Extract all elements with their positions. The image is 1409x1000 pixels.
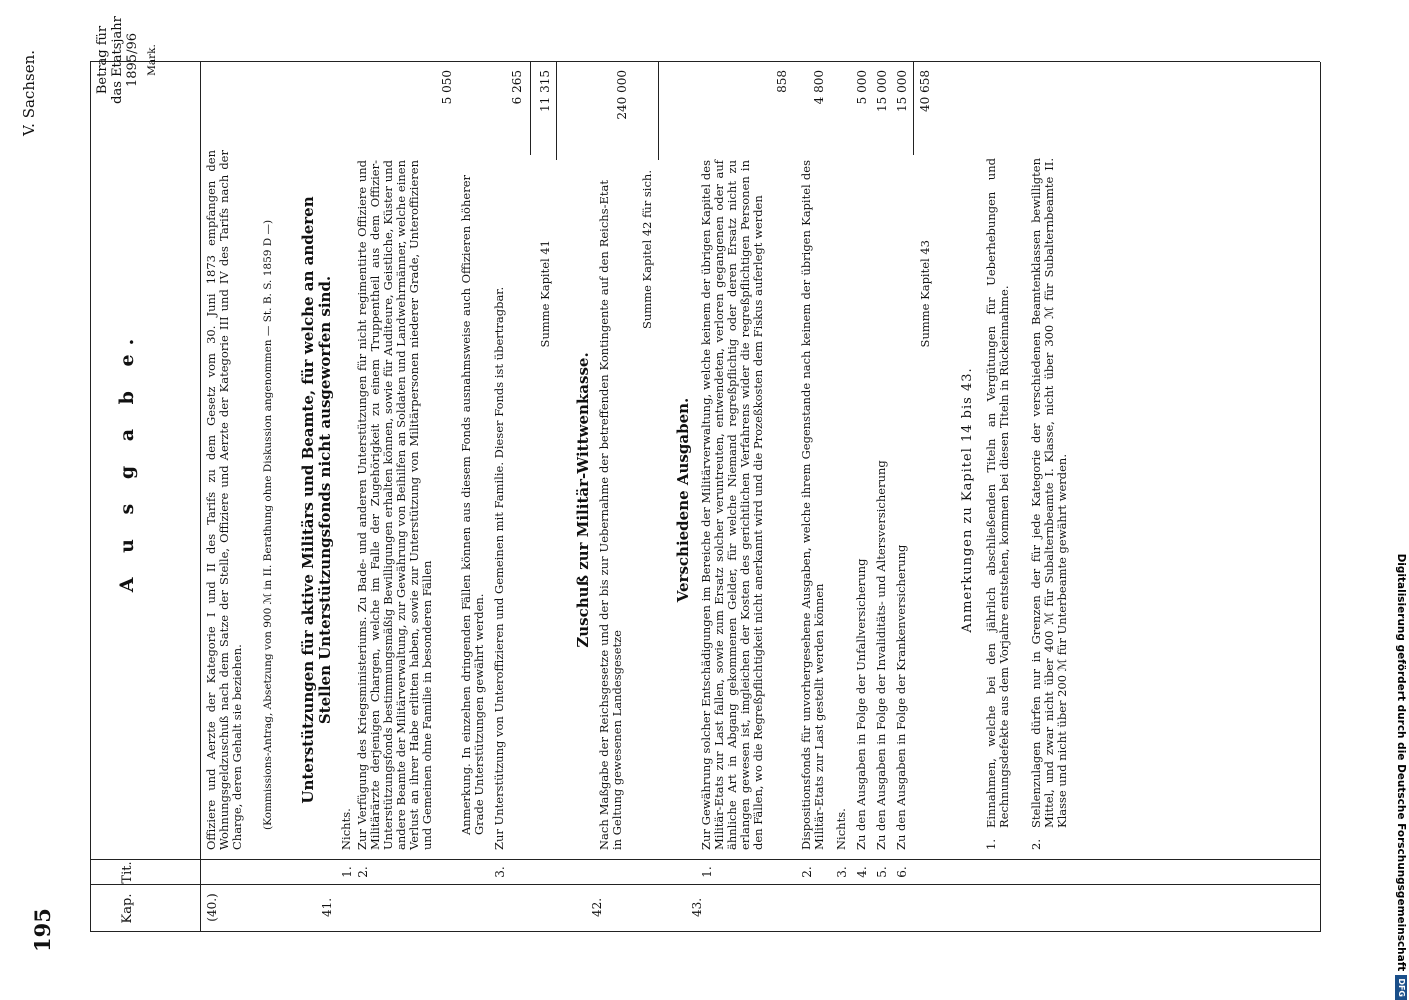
block41-tit3-amount: 6 265 — [510, 70, 524, 105]
table-left-rule — [90, 931, 1320, 932]
block43-tit6-amount: 15 000 — [895, 70, 909, 112]
block43-tit1-amount: 858 — [775, 70, 789, 93]
block42-sum-label: Summe Kapitel 42 für sich. — [640, 170, 654, 329]
amount-header-line1: Betrag für — [95, 25, 110, 95]
block43-sum-label: Summe Kapitel 43 — [918, 240, 932, 348]
block43-tit4-amount: 5 000 — [855, 70, 869, 105]
section-title — [116, 62, 138, 860]
table-bottom-rule — [1320, 62, 1321, 932]
block42-text: Nach Maßgabe der Reichsgesetze und der bis zur Uebernahme der betreffenden Kontingente auf den Reichs-Etat in Geltung gewesenen Landesgesetze — [597, 180, 624, 850]
block41-tit2-amount: 5 050 — [440, 70, 454, 105]
block42-amount: 240 000 — [615, 70, 629, 120]
block43-tit1-text: Zur Gewährung solcher Entschädigungen im Bereiche der Militärverwaltung, welche keinem der übrigen Kapitel des Militär-Etats zur Last fallen, sowie zum Ersatz solcher veruntreuten, entwendeten, verloren gegangenen oder auf ähnliche Art in Abgang gekommenen Gelder, für welche Niemand regreßpflichtig oder deren Ersatz nicht zu erlangen gewesen ist, imgleichen der Kosten des gerichtlichen Verfahrens wider die regreßpflichtigen Personen in den Fällen, wo die Regreßpflichtigkeit nicht anerkannt wird und die Prozeßkosten dem Fiskus auferlegt werden — [699, 160, 765, 850]
tit-43-3: 3. — [835, 866, 849, 878]
block43-tit3-text: Nichts. — [834, 808, 848, 850]
ausgabe-heading: A u s g a b e. — [116, 329, 138, 593]
tit-header: Tit. — [120, 861, 135, 884]
tit-43-4: 4. — [855, 866, 869, 878]
footer-text: Digitalisierung gefördert durch die Deutsche Forschungsgemeinschaft — [1395, 553, 1407, 972]
block43-sum-amount: 40 658 — [918, 70, 932, 112]
tit-41-1: 1. — [340, 866, 354, 878]
block41-sum-amount: 11 315 — [538, 70, 552, 112]
block41-sum-rule — [530, 62, 531, 155]
block41-sum-label: Summe Kapitel 41 — [538, 240, 552, 348]
block43-title: Verschiedene Ausgaben. — [674, 397, 692, 603]
note-1-number: 1. — [984, 839, 998, 850]
amount-header-line3: 1895/96 — [125, 33, 140, 88]
block42-end-rule — [658, 62, 659, 160]
block43-tit6-text: Zu den Ausgaben in Folge der Krankenversicherung — [894, 544, 908, 850]
block40-note: (Kommissions-Antrag, Absetzung von 900 ℳ in II. Berathung ohne Diskussion angenommen — St. B. S. 1859 D —) — [262, 219, 274, 830]
block41-end-rule — [556, 62, 557, 160]
kap-43: 43. — [690, 897, 704, 918]
amount-header — [95, 10, 158, 110]
block40-text: Offiziere und Aerzte der Kategorie I und II des Tarifs zu dem Gesetz vom 30. Juni 1873 empfangen den Wohnungsgeldzuschuß nach dem Satze der Stelle, Offiziere und Aerzte der Kategorie III und IV des Tarifs nach der Charge, deren Gehalt sie beziehen. — [204, 150, 244, 850]
state-heading: V. Sachsen. — [20, 50, 38, 137]
block43-tit2-amount: 4 800 — [812, 70, 826, 105]
kap-42: 42. — [590, 897, 604, 918]
kap-40: (40.) — [205, 893, 219, 922]
tit-43-5: 5. — [875, 866, 889, 878]
amount-unit: Mark. — [146, 44, 158, 76]
tit-43-1: 1. — [700, 866, 714, 878]
block41-tit2-text: Zur Verfügung des Kriegsministeriums. Zu Bade- und anderen Unterstützungen für nicht regimentirte Offiziere und Militärärzte derjenigen Chargen, welche im Falle der Zugehörigkeit zu einem Truppentheil aus dem Offizier-Unterstützungsfonds bestimmungsmäßig Bewilligungen erhalten können, sowie für Auditeure, Geistliche, Küster und andere Beamte der Militärverwaltung, zur Gewährung von Beihilfen an Soldaten und Landwehrmänner, welche einen Verlust an ihrer Habe erlitten haben, sowie zur Unterstützung von Militärpersonen niederer Grade, Unteroffizieren und Gemeinen ohne Familie in besonderen Fällen — [355, 160, 434, 850]
block41-tit1-text: Nichts. — [339, 808, 353, 850]
block43-tit5-amount: 15 000 — [875, 70, 889, 112]
note-1-text: Einnahmen, welche bei den jährlich abschließenden Titeln an Vergütungen für Ueberhebungen und Rechnungsdefekte aus dem Vorjahre entstehen, kommen bei diesen Titeln in Rückeinnahme. — [984, 158, 1011, 828]
tit-41-3: 3. — [493, 866, 507, 878]
kap-41: 41. — [320, 897, 334, 918]
notes-title: Anmerkungen zu Kapitel 14 bis 43. — [960, 367, 975, 633]
digitization-footer — [1393, 0, 1409, 1000]
block43-sum-rule — [913, 62, 914, 155]
dfg-logo: DFG — [1395, 975, 1407, 1000]
table-top-rule — [90, 62, 91, 932]
block41-title: Unterstützungen für aktive Militärs und Beamte, für welche an anderen Stellen Unterstützungsfonds nicht ausgeworfen sind. — [299, 196, 334, 804]
note-2-text: Stellenzulagen dürfen nur in Grenzen der für jede Kategorie der verschiedenen Beamtenklassen bewilligten Mittel, und zwar nicht über 400 ℳ für Subalternbeamte I. Klasse, nicht über 300 ℳ für Subalternbeamte II. Klasse und nicht über 200 ℳ für Unterbeamte gewährt werden. — [1029, 158, 1069, 828]
block43-tit5-text: Zu den Ausgaben in Folge der Invaliditäts- und Altersversicherung — [874, 460, 888, 850]
block43-tit4-text: Zu den Ausgaben in Folge der Unfallversicherung — [854, 558, 868, 850]
amount-col-rule — [90, 61, 1320, 62]
block43-tit2-text: Dispositionsfonds für unvorhergesehene Ausgaben, welche ihrem Gegenstande nach keinem der übrigen Kapitel des Militär-Etats zur Last gestellt werden können — [799, 160, 826, 850]
tit-43-2: 2. — [800, 866, 814, 878]
kap-header: Kap. — [120, 893, 135, 924]
block41-tit2-note: Anmerkung. In einzelnen dringenden Fällen können aus diesem Fonds ausnahmsweise auch Offizieren höherer Grade Unterstützungen gewährt werden. — [459, 175, 486, 835]
note-2-number: 2. — [1029, 839, 1043, 850]
tit-41-2: 2. — [356, 866, 370, 878]
block42-title: Zuschuß zur Militär-Wittwenkasse. — [574, 352, 592, 648]
amount-header-line2: das Etatsjahr — [110, 16, 125, 104]
page-number: 195 — [30, 908, 55, 952]
tit-43-6: 6. — [895, 866, 909, 878]
block41-tit3-text: Zur Unterstützung von Unteroffizieren und Gemeinen mit Familie. Dieser Fonds ist übertragbar. — [492, 286, 506, 850]
header-bottom-rule — [200, 62, 201, 932]
